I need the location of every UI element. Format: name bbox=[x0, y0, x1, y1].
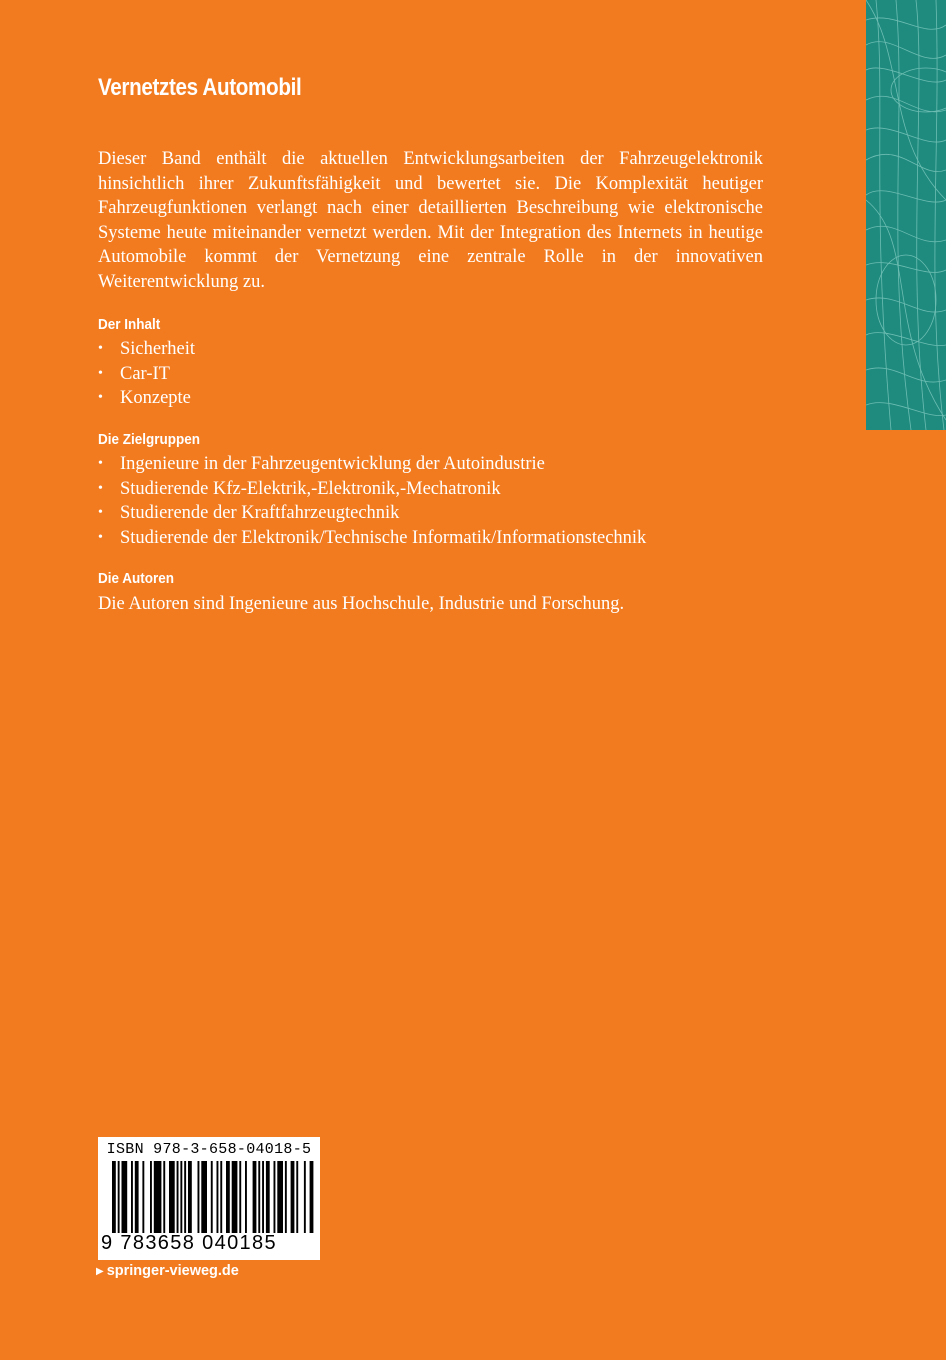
barcode-bar bbox=[310, 1161, 314, 1233]
isbn-barcode bbox=[98, 1137, 320, 1260]
authors-heading: Die Autoren bbox=[98, 570, 175, 587]
target-groups-heading: Die Zielgruppen bbox=[98, 431, 201, 448]
bullet-icon: • bbox=[98, 390, 103, 405]
barcode-bar bbox=[188, 1161, 192, 1233]
ean-digits: 9 783658 040185 bbox=[101, 1232, 277, 1254]
isbn-label: ISBN 978-3-658-04018-5 bbox=[106, 1141, 312, 1158]
bullet-icon: • bbox=[98, 456, 103, 471]
list-item: • Studierende Kfz-Elektrik,-Elektronik,-Mechatronik bbox=[98, 477, 646, 502]
barcode-bar bbox=[118, 1161, 120, 1233]
barcode-bar bbox=[198, 1161, 200, 1233]
barcode-bar bbox=[135, 1161, 139, 1233]
barcode-bar bbox=[211, 1161, 213, 1233]
barcode-bar bbox=[142, 1161, 144, 1233]
list-item: • Ingenieure in der Fahrzeugentwicklung der Autoindustrie bbox=[98, 452, 646, 477]
arrow-right-icon: ▶ bbox=[96, 1266, 104, 1277]
barcode-bar bbox=[304, 1161, 306, 1233]
barcode-bar bbox=[177, 1161, 179, 1233]
publisher-link[interactable] bbox=[96, 1263, 239, 1279]
bullet-icon: • bbox=[98, 505, 103, 520]
bullet-icon: • bbox=[98, 480, 103, 496]
barcode-bar bbox=[220, 1161, 222, 1233]
bullet-icon: • bbox=[98, 341, 103, 356]
barcode-bar bbox=[131, 1161, 133, 1233]
list-item: • Car-IT bbox=[98, 362, 195, 387]
barcode-bar bbox=[291, 1161, 295, 1233]
bullet-icon: • bbox=[98, 529, 103, 545]
barcode-bar bbox=[258, 1161, 260, 1233]
barcode-bar bbox=[262, 1161, 264, 1233]
book-title: Vernetztes Automobil bbox=[98, 74, 302, 101]
list-item: • Sicherheit bbox=[98, 337, 195, 362]
barcode-bar bbox=[122, 1161, 128, 1233]
publisher-url: springer-vieweg.de bbox=[106, 1263, 239, 1279]
barcode-bar bbox=[154, 1161, 162, 1233]
barcode-bar bbox=[169, 1161, 175, 1233]
book-description: Dieser Band enthält die aktuellen Entwicklungsarbeiten der Fahrzeugelektronik hinsichtlich ihrer Zukunftsfähigkeit und bewertet sie. Die Komplexität heutiger Fahrzeugfunktionen verlangt nach einer detaillierten Beschreibung wie elektronische Systeme heute miteinander vernetzt werden. Mit der Integration des Internets in heutige Automobile kommt der Vernetzung eine zentrale Rolle in der innovativen Weiterentwicklung zu. bbox=[98, 149, 763, 292]
barcode-bar bbox=[285, 1161, 287, 1233]
barcode-bar bbox=[201, 1161, 207, 1233]
barcode-bar bbox=[217, 1161, 219, 1233]
barcode-bar bbox=[266, 1161, 270, 1233]
barcode-bar bbox=[274, 1161, 276, 1233]
barcode-bar bbox=[163, 1161, 165, 1233]
barcode-bar bbox=[253, 1161, 257, 1233]
target-groups-list bbox=[98, 452, 646, 550]
barcode-bar bbox=[180, 1161, 182, 1233]
barcode-bar bbox=[112, 1161, 116, 1233]
list-item: • Studierende der Kraftfahrzeugtechnik bbox=[98, 501, 646, 526]
barcode-bar bbox=[232, 1161, 238, 1233]
barcode-bar bbox=[226, 1161, 230, 1233]
list-item: • Konzepte bbox=[98, 386, 195, 411]
barcode-bar bbox=[296, 1161, 298, 1233]
barcode-bar bbox=[239, 1161, 241, 1233]
barcode-bar bbox=[184, 1161, 186, 1233]
barcode-bar bbox=[277, 1161, 283, 1233]
decorative-wireframe-panel bbox=[866, 0, 946, 430]
contents-list bbox=[98, 337, 195, 411]
list-item: • Studierende der Elektronik/Technische Informatik/Informationstechnik bbox=[98, 526, 646, 551]
bullet-icon: • bbox=[98, 365, 103, 381]
barcode-bar bbox=[150, 1161, 152, 1233]
contents-heading: Der Inhalt bbox=[98, 316, 161, 333]
authors-text: Die Autoren sind Ingenieure aus Hochschule, Industrie und Forschung. bbox=[98, 594, 625, 614]
barcode-bar bbox=[245, 1161, 247, 1233]
wireframe-pattern bbox=[866, 0, 946, 430]
